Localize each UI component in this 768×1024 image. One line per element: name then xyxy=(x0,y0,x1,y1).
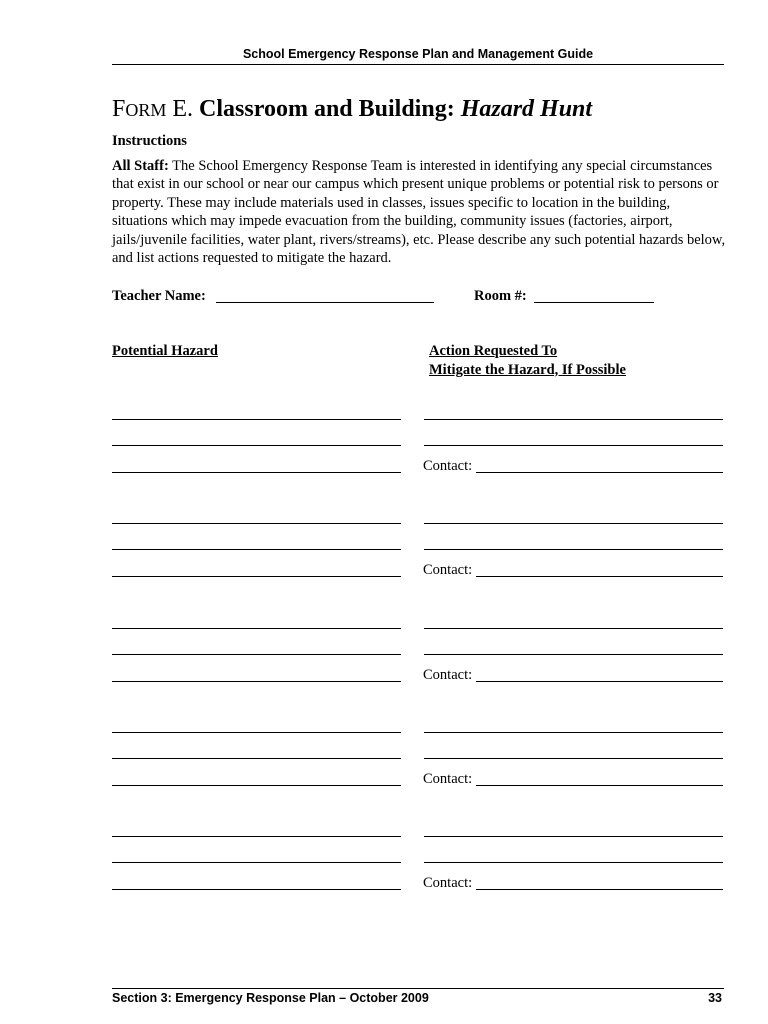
contact-label: Contact: xyxy=(423,562,473,578)
instructions-body: The School Emergency Response Team is interested in identifying any special circumstances that exist in our school or near our campus which present unique problems or potential risk to persons or property. These may include materials used in classes, issues specific to location in the building, situations which may impede evacuation from the building, community issues (factories, airport, jails/juvenile facilities, water plant, rivers/streams), etc. Please describe any such potential hazards below, and list actions requested to mitigate the hazard. xyxy=(112,158,726,267)
form-title-sub: Hazard Hunt xyxy=(460,96,593,122)
form-title xyxy=(112,94,592,125)
hazard-line-2[interactable] xyxy=(112,549,401,550)
teacher-name-label: Teacher Name: xyxy=(112,288,206,304)
hazard-line-2[interactable] xyxy=(112,654,401,655)
header-rule xyxy=(112,64,724,65)
contact-line[interactable] xyxy=(476,472,723,473)
hazard-line-3[interactable] xyxy=(112,472,401,473)
form-prefix-smallcaps: ORM xyxy=(125,100,167,120)
hazard-line-2[interactable] xyxy=(112,862,401,863)
action-line-2[interactable] xyxy=(424,654,723,655)
hazard-line-3[interactable] xyxy=(112,889,401,890)
hazard-line-1[interactable] xyxy=(112,419,401,420)
action-heading-line-1: Action Requested To xyxy=(429,343,558,359)
action-line-2[interactable] xyxy=(424,862,723,863)
teacher-name-field[interactable] xyxy=(216,302,434,303)
page-number: 33 xyxy=(708,991,722,1005)
action-line-2[interactable] xyxy=(424,549,723,550)
footer-rule xyxy=(112,988,724,989)
contact-label: Contact: xyxy=(423,667,473,683)
running-header: School Emergency Response Plan and Management Guide xyxy=(242,47,594,61)
hazard-line-3[interactable] xyxy=(112,576,401,577)
hazard-line-1[interactable] xyxy=(112,732,401,733)
hazard-line-1[interactable] xyxy=(112,523,401,524)
form-title-main: Classroom and Building: xyxy=(199,96,455,122)
action-line-1[interactable] xyxy=(424,836,723,837)
action-line-1[interactable] xyxy=(424,419,723,420)
hazard-line-1[interactable] xyxy=(112,836,401,837)
hazard-line-2[interactable] xyxy=(112,445,401,446)
hazard-line-2[interactable] xyxy=(112,758,401,759)
instructions-paragraph xyxy=(112,157,726,267)
room-number-field[interactable] xyxy=(534,302,654,303)
action-line-2[interactable] xyxy=(424,758,723,759)
contact-line[interactable] xyxy=(476,785,723,786)
contact-label: Contact: xyxy=(423,875,473,891)
contact-label: Contact: xyxy=(423,771,473,787)
contact-label: Contact: xyxy=(423,458,473,474)
instructions-heading: Instructions xyxy=(112,133,187,149)
action-line-1[interactable] xyxy=(424,628,723,629)
action-line-1[interactable] xyxy=(424,523,723,524)
form-letter: E. xyxy=(172,96,194,122)
action-requested-heading xyxy=(429,342,626,379)
room-number-label: Room #: xyxy=(474,288,527,304)
hazard-line-3[interactable] xyxy=(112,681,401,682)
contact-line[interactable] xyxy=(476,889,723,890)
form-prefix-initial: F xyxy=(112,96,126,122)
hazard-line-1[interactable] xyxy=(112,628,401,629)
potential-hazard-heading: Potential Hazard xyxy=(112,343,218,359)
instructions-lead-label: All Staff: xyxy=(112,158,169,174)
footer-section: Section 3: Emergency Response Plan – October 2009 xyxy=(112,991,429,1005)
action-line-2[interactable] xyxy=(424,445,723,446)
hazard-line-3[interactable] xyxy=(112,785,401,786)
contact-line[interactable] xyxy=(476,576,723,577)
action-line-1[interactable] xyxy=(424,732,723,733)
action-heading-line-2: Mitigate the Hazard, If Possible xyxy=(429,361,626,378)
contact-line[interactable] xyxy=(476,681,723,682)
